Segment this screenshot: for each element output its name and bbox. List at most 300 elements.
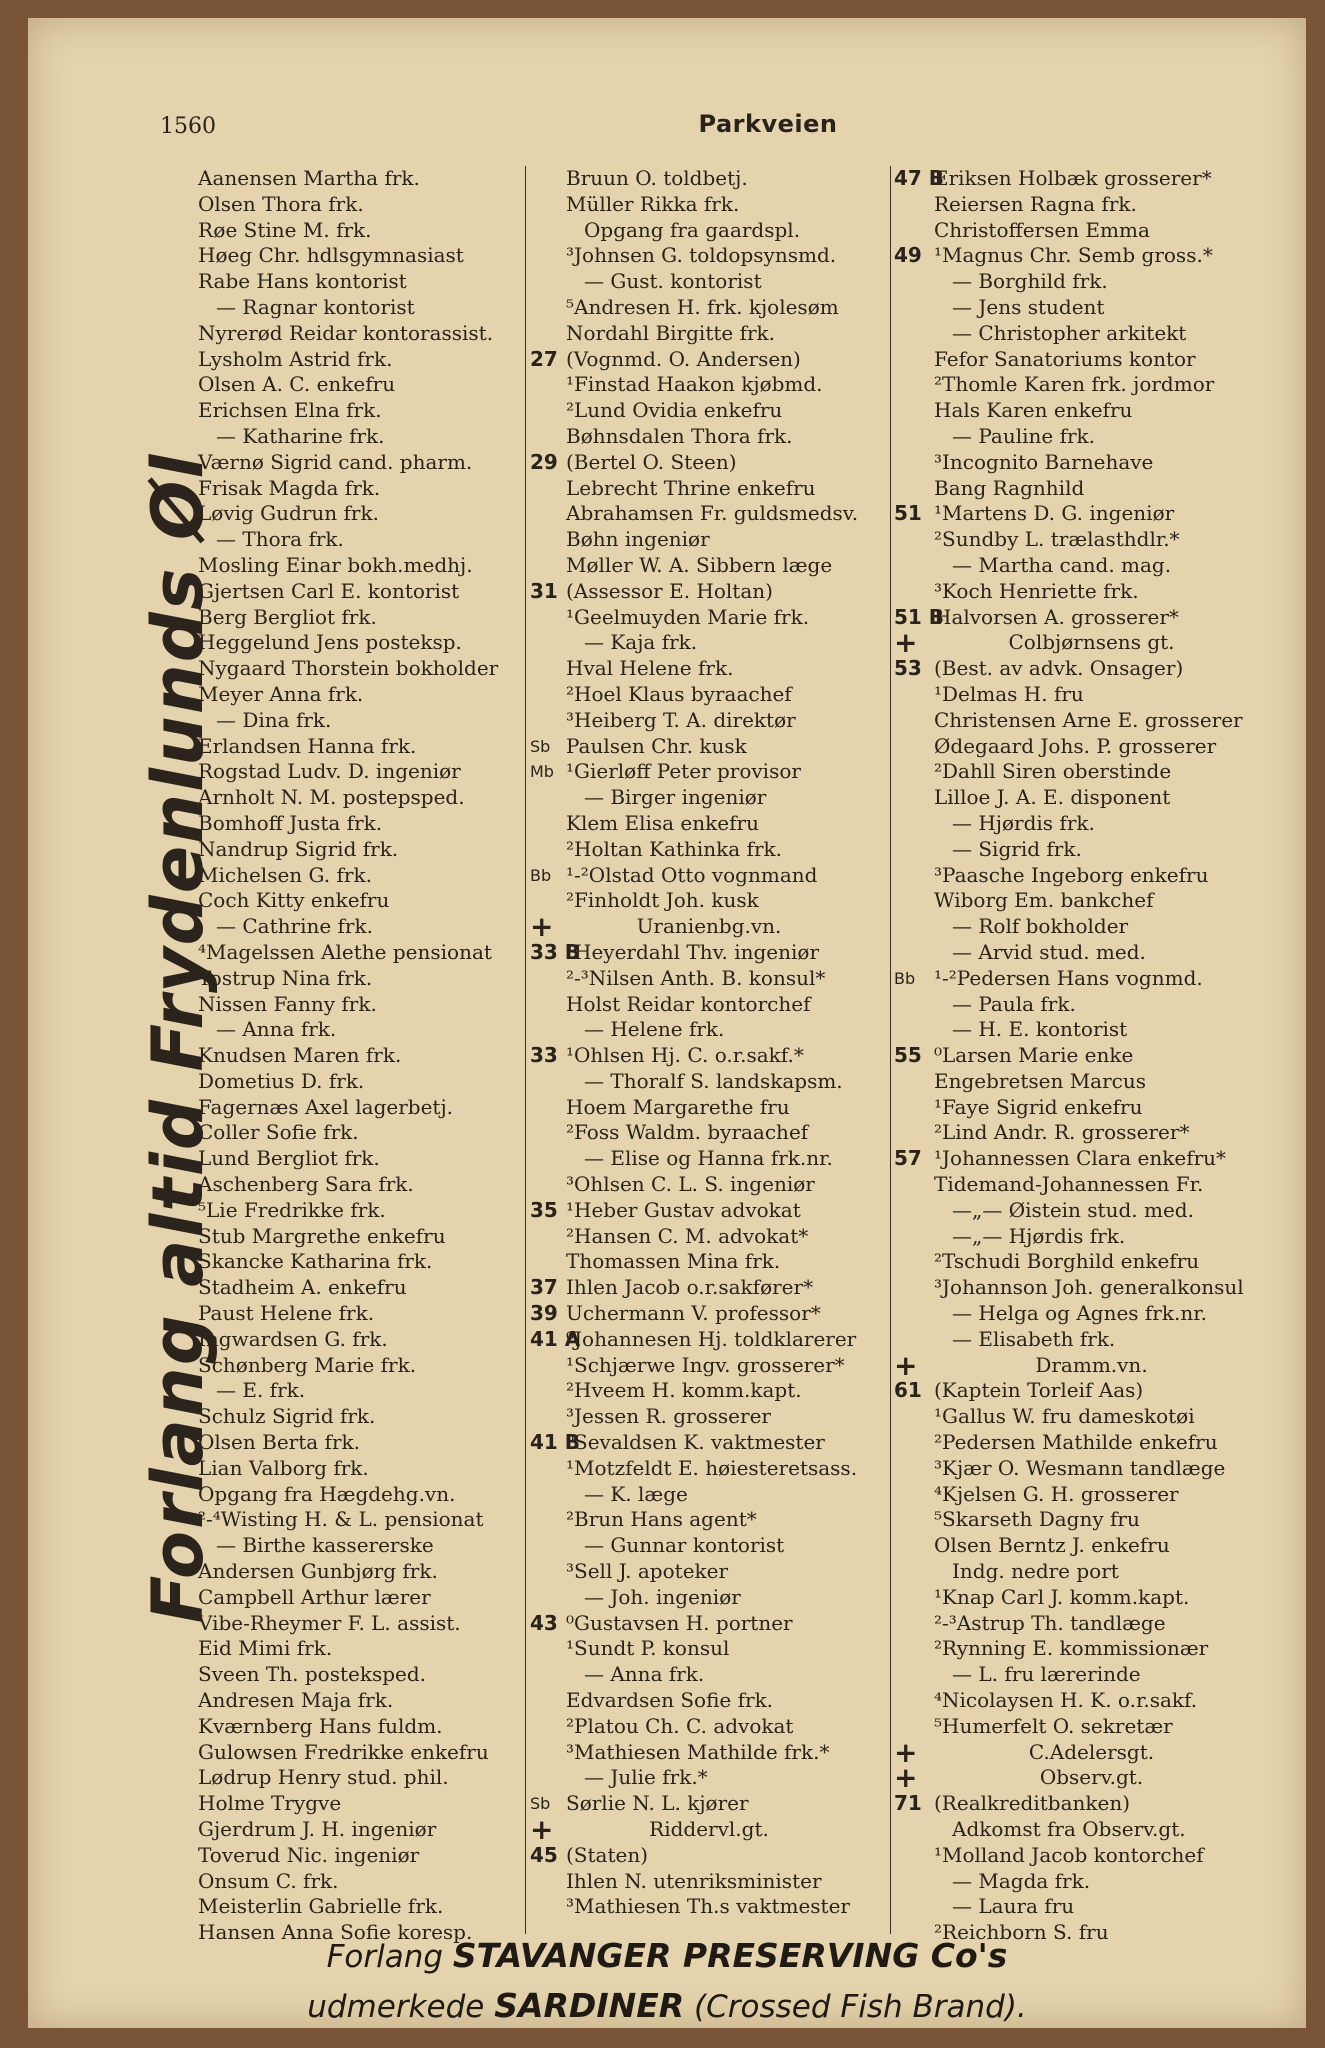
entry-text: Heggelund Jens posteksp.: [198, 630, 462, 655]
entry-text: ²Platou Ch. C. advokat: [566, 1713, 794, 1738]
entry-text: — Julie frk.*: [584, 1765, 708, 1790]
directory-entry: [198, 372, 528, 398]
directory-entry: [198, 1688, 528, 1714]
entry-text: — Birger ingeniør: [584, 785, 767, 810]
cross-street-name: Dramm.vn.: [1035, 1352, 1148, 1377]
entry-text: Indg. nedre port: [952, 1559, 1119, 1584]
directory-entry: [530, 863, 888, 889]
directory-entry: [530, 1843, 888, 1869]
entry-text: ³Koch Henriette frk.: [934, 578, 1139, 603]
cross-street-name: Colbjørnsens gt.: [1008, 630, 1175, 655]
entry-text: —„— Øistein stud. med.: [952, 1197, 1194, 1222]
entry-text: ⁰Gustavsen H. portner: [566, 1610, 793, 1635]
directory-entry: [894, 656, 1289, 682]
directory-entry: [894, 321, 1289, 347]
directory-entry: [198, 1095, 528, 1121]
entry-text: Hval Helene frk.: [566, 656, 734, 681]
directory-entry: [894, 1120, 1289, 1146]
directory-entry: [198, 863, 528, 889]
directory-entry: [198, 192, 528, 218]
directory-entry: [530, 1120, 888, 1146]
entry-text: ³Incognito Barnehave: [934, 449, 1154, 474]
cross-street-marker: +: [894, 1761, 918, 1795]
bottom-ad-line-2: [28, 1986, 1306, 2025]
entry-text: — Laura fru: [952, 1894, 1075, 1919]
directory-entry: [894, 1482, 1289, 1508]
house-number: 43: [530, 1610, 558, 1635]
directory-entry: [530, 1353, 888, 1379]
entry-text: ⁴Nicolaysen H. K. o.r.sakf.: [934, 1688, 1198, 1713]
entry-text: — Anna frk.: [584, 1662, 705, 1687]
cross-street-name: C.Adelersgt.: [1028, 1739, 1155, 1764]
directory-entry: [198, 424, 528, 450]
directory-entry: [198, 837, 528, 863]
directory-entry: [530, 992, 888, 1018]
entry-text: Frisak Magda frk.: [198, 475, 381, 500]
bottom-ad-suffix: (Crossed Fish Brand).: [694, 1989, 1027, 2025]
entry-text: Bang Ragnhild: [934, 475, 1085, 500]
entry-text: Wiborg Em. bankchef: [934, 888, 1154, 913]
entry-text: ³Paasche Ingeborg enkefru: [934, 862, 1209, 887]
directory-entry: [894, 1817, 1289, 1843]
entry-text: Lebrecht Thrine enkefru: [566, 475, 816, 500]
directory-entry: [530, 243, 888, 269]
directory-entry: [530, 1662, 888, 1688]
directory-entry: [530, 553, 888, 579]
entry-text: Uchermann V. professor*: [566, 1301, 821, 1326]
bottom-ad-brand: STAVANGER PRESERVING Co's: [452, 1936, 1008, 1975]
house-number: 41 B: [530, 1430, 581, 1455]
directory-entry: [894, 476, 1289, 502]
entry-text: — Christopher arkitekt: [952, 320, 1187, 345]
entry-text: Hals Karen enkefru: [934, 398, 1133, 423]
entry-text: ⁵Humerfelt O. sekretær: [934, 1713, 1173, 1738]
entry-text: Reiersen Ragna frk.: [934, 191, 1137, 216]
directory-entry: [530, 966, 888, 992]
directory-entry: [894, 1456, 1289, 1482]
house-number: 55: [894, 1043, 922, 1068]
entry-text: — Cathrine frk.: [216, 914, 373, 939]
directory-entry: [894, 888, 1289, 914]
entry-text: Lysholm Astrid frk.: [198, 346, 393, 371]
entry-text: — Borghild frk.: [952, 269, 1108, 294]
directory-entry: [530, 218, 888, 244]
entry-text: (Assessor E. Holtan): [566, 578, 773, 603]
entry-text: — Gust. kontorist: [584, 269, 762, 294]
directory-entry: [894, 785, 1289, 811]
directory-entry: [198, 1378, 528, 1404]
directory-entry: [198, 166, 528, 192]
directory-entry: [530, 1533, 888, 1559]
directory-entry: [530, 450, 888, 476]
directory-entry: [530, 166, 888, 192]
entry-text: Edvardsen Sofie frk.: [566, 1688, 774, 1713]
entry-text: Eid Mimi frk.: [198, 1636, 333, 1661]
entry-text: Rogstad Ludv. D. ingeniør: [198, 759, 461, 784]
entry-text: — Arvid stud. med.: [952, 939, 1146, 964]
cross-street-marker: +: [530, 1813, 554, 1846]
entry-text: ²Lind Andr. R. grosserer*: [934, 1120, 1190, 1145]
entry-text: — Kaja frk.: [584, 630, 698, 655]
entry-text: ³Jessen R. grosserer: [566, 1404, 771, 1429]
entry-text: ²Hoel Klaus byraachef: [566, 681, 792, 706]
entry-text: (Best. av advk. Onsager): [934, 656, 1184, 681]
directory-entry: [198, 1869, 528, 1895]
directory-entry: [198, 553, 528, 579]
cross-street-marker: +: [894, 626, 918, 660]
entry-text: Nygaard Thorstein bokholder: [198, 656, 499, 681]
entry-text: —„— Hjørdis frk.: [952, 1223, 1126, 1248]
entry-text: ¹Knap Carl J. komm.kapt.: [934, 1584, 1190, 1609]
directory-entry: [894, 1533, 1289, 1559]
entry-text: — Elise og Hanna frk.nr.: [584, 1146, 833, 1171]
directory-entry: [894, 1249, 1289, 1275]
entry-text: — Joh. ingeniør: [584, 1584, 741, 1609]
directory-entry: [894, 1095, 1289, 1121]
house-number: 35: [530, 1197, 558, 1222]
entry-text: Eriksen Holbæk grosserer*: [934, 166, 1212, 190]
entry-text: ⁵Andresen H. frk. kjolesøm: [566, 294, 839, 319]
directory-entry: [198, 1404, 528, 1430]
directory-entry: [894, 424, 1289, 450]
entry-text: ¹Delmas H. fru: [934, 681, 1084, 706]
directory-entry: [894, 992, 1289, 1018]
entry-text: Lian Valborg frk.: [198, 1455, 369, 1480]
entry-text: Christoffersen Emma: [934, 217, 1150, 242]
entry-text: — Thora frk.: [216, 527, 344, 552]
entry-text: Bruun O. toldbetj.: [566, 166, 748, 190]
entry-text: Toverud Nic. ingeniør: [198, 1842, 420, 1867]
entry-text: Lilloe J. A. E. disponent: [934, 785, 1171, 810]
entry-text: Nordahl Birgitte frk.: [566, 320, 776, 345]
entry-text: ¹Johannessen Clara enkefru*: [934, 1146, 1227, 1171]
directory-entry: [530, 424, 888, 450]
directory-entry: [198, 450, 528, 476]
directory-entry: [198, 992, 528, 1018]
entry-text: ²Rynning E. kommissionær: [934, 1636, 1209, 1661]
entry-text: ²Tschudi Borghild enkefru: [934, 1249, 1200, 1274]
entry-text: Knudsen Maren frk.: [198, 1043, 402, 1068]
entry-text: ¹-²Olstad Otto vognmand: [566, 862, 818, 887]
house-number: 33 B: [530, 939, 581, 964]
entry-text: — Pauline frk.: [952, 423, 1096, 448]
entry-text: — Ragnar kontorist: [216, 294, 415, 319]
directory-entry: [530, 1714, 888, 1740]
entry-text: Skancke Katharina frk.: [198, 1249, 433, 1274]
directory-entry: [894, 1791, 1289, 1817]
entry-text: ¹Sundt P. konsul: [566, 1636, 730, 1661]
entry-text: — Katharine frk.: [216, 423, 385, 448]
entry-text: ²Dahll Siren oberstinde: [934, 759, 1172, 784]
entry-text: Holme Trygve: [198, 1791, 342, 1816]
entry-text: Mosling Einar bokh.medhj.: [198, 552, 473, 577]
entry-text: — H. E. kontorist: [952, 1017, 1128, 1042]
entry-text: Aschenberg Sara frk.: [198, 1172, 414, 1197]
directory-entry: [198, 1482, 528, 1508]
directory-entry: [530, 1378, 888, 1404]
entry-text: Sørlie N. L. kjører: [566, 1791, 749, 1816]
directory-entry: [530, 682, 888, 708]
directory-entry: [198, 1224, 528, 1250]
column-middle: [530, 166, 888, 1920]
directory-entry: [198, 708, 528, 734]
directory-entry: [198, 1714, 528, 1740]
entry-text: Stub Margrethe enkefru: [198, 1223, 446, 1248]
entry-text: Gjerdrum J. H. ingeniør: [198, 1817, 437, 1841]
directory-entry: [530, 579, 888, 605]
entry-text: Hansen Anna Sofie koresp.: [198, 1920, 473, 1945]
directory-entry: [198, 1198, 528, 1224]
directory-entry: [198, 605, 528, 631]
directory-entry: [530, 1404, 888, 1430]
directory-entry: [198, 966, 528, 992]
directory-entry: [894, 1017, 1289, 1043]
entry-text: Løvig Gudrun frk.: [198, 501, 379, 526]
directory-entry: [530, 398, 888, 424]
entry-text: ²Pedersen Mathilde enkefru: [934, 1430, 1218, 1455]
entry-text: (Bertel O. Steen): [566, 449, 737, 474]
house-number: 33: [530, 1043, 558, 1068]
directory-entry: [198, 759, 528, 785]
entry-text: Nandrup Sigrid frk.: [198, 836, 399, 861]
directory-entry: [198, 218, 528, 244]
entry-text: ²Hansen C. M. advokat*: [566, 1223, 809, 1248]
directory-entry: [198, 1559, 528, 1585]
directory-entry: [894, 1404, 1289, 1430]
entry-text: ²Hveem H. komm.kapt.: [566, 1378, 802, 1403]
directory-entry: [198, 579, 528, 605]
directory-entry: [198, 1017, 528, 1043]
directory-entry: [198, 1636, 528, 1662]
directory-entry: [894, 1894, 1289, 1920]
cross-street-name: Observ.gt.: [1039, 1765, 1144, 1790]
entry-text: — Elisabeth frk.: [952, 1326, 1116, 1351]
directory-entry: [198, 630, 528, 656]
directory-entry: [894, 1843, 1289, 1869]
entry-text: Opgang fra gaardspl.: [584, 217, 801, 242]
directory-entry: [198, 888, 528, 914]
directory-entry: [894, 863, 1289, 889]
directory-entry: [894, 1611, 1289, 1637]
directory-entry: [894, 1507, 1289, 1533]
directory-entry: [198, 1507, 528, 1533]
directory-entry: [894, 1869, 1289, 1895]
entry-text: ²-³Astrup Th. tandlæge: [934, 1610, 1166, 1635]
entry-text: ¹Heyerdahl Thv. ingeniør: [566, 939, 820, 964]
directory-entry: [894, 1714, 1289, 1740]
directory-entry: [894, 527, 1289, 553]
house-number: Bb: [894, 968, 916, 988]
directory-entry: [198, 295, 528, 321]
bottom-ad-prefix-2: udmerkede: [307, 1989, 485, 2025]
directory-entry: [894, 1275, 1289, 1301]
bottom-ad-line-1: [28, 1936, 1306, 1975]
entry-text: ¹Martens D. G. ingeniør: [934, 501, 1175, 526]
directory-entry: [894, 218, 1289, 244]
bottom-ad-prefix-1: Forlang: [326, 1939, 444, 1975]
directory-entry: [894, 1735, 1289, 1769]
directory-entry: [530, 1636, 888, 1662]
directory-entry: [530, 630, 888, 656]
house-number: Mb: [530, 762, 554, 782]
directory-entry: [530, 1095, 888, 1121]
directory-entry: [198, 398, 528, 424]
directory-entry: [198, 656, 528, 682]
directory-entry: [530, 1482, 888, 1508]
entry-text: Erichsen Elna frk.: [198, 398, 382, 423]
entry-text: ¹Geelmuyden Marie frk.: [566, 604, 810, 629]
directory-entry: [530, 656, 888, 682]
directory-entry: [530, 1224, 888, 1250]
directory-entry: [894, 295, 1289, 321]
directory-entry: [894, 1043, 1289, 1069]
directory-entry: [894, 269, 1289, 295]
directory-entry: [894, 553, 1289, 579]
directory-entry: [530, 759, 888, 785]
directory-entry: [198, 527, 528, 553]
entry-text: ³Sell J. apoteker: [566, 1559, 729, 1584]
entry-text: Paulsen Chr. kusk: [566, 733, 747, 758]
directory-entry: [894, 734, 1289, 760]
entry-text: ⁵Skarseth Dagny fru: [934, 1507, 1140, 1532]
entry-text: Michelsen G. frk.: [198, 862, 372, 887]
directory-entry: [198, 1069, 528, 1095]
entry-text: Nyrerød Reidar kontorassist.: [198, 320, 494, 345]
entry-text: Andersen Gunbjørg frk.: [198, 1559, 438, 1584]
entry-text: Opgang fra Hægdehg.vn.: [198, 1481, 456, 1506]
directory-entry: [530, 1198, 888, 1224]
entry-text: — Hjørdis frk.: [952, 810, 1095, 835]
column-left: [198, 166, 528, 1946]
entry-text: Thomassen Mina frk.: [566, 1249, 781, 1274]
directory-entry: [530, 910, 888, 944]
directory-entry: [198, 1146, 528, 1172]
entry-text: Ihlen Jacob o.r.sakfører*: [566, 1275, 814, 1300]
entry-text: — Sigrid frk.: [952, 836, 1082, 861]
directory-entry: [530, 1559, 888, 1585]
house-number: Sb: [530, 1794, 551, 1814]
house-number: 51 B: [894, 604, 945, 629]
directory-entry: [530, 1791, 888, 1817]
directory-entry: [530, 605, 888, 631]
entry-text: Stadheim A. enkefru: [198, 1275, 407, 1300]
directory-entry: [894, 166, 1289, 192]
directory-entry: [894, 1198, 1289, 1224]
entry-text: Holst Reidar kontorchef: [566, 991, 811, 1016]
directory-entry: [198, 347, 528, 373]
directory-entry: [894, 605, 1289, 631]
directory-entry: [530, 1894, 888, 1920]
entry-text: ³Johnsen G. toldopsynsmd.: [566, 243, 837, 268]
page-number: 1560: [160, 114, 216, 139]
directory-entry: [198, 321, 528, 347]
directory-entry: [894, 759, 1289, 785]
entry-text: ¹Ohlsen Hj. C. o.r.sakf.*: [566, 1043, 804, 1068]
house-number: 47 B: [894, 166, 945, 190]
directory-entry: [894, 1559, 1289, 1585]
directory-entry: [198, 1817, 528, 1843]
entry-text: ⁰Johannesen Hj. toldklarerer: [566, 1326, 857, 1351]
entry-text: Dometius D. frk.: [198, 1068, 365, 1093]
directory-entry: [198, 940, 528, 966]
entry-text: Gulowsen Fredrikke enkefru: [198, 1739, 489, 1764]
entry-text: Gjertsen Carl E. kontorist: [198, 578, 460, 603]
directory-entry: [530, 269, 888, 295]
entry-text: — Dina frk.: [216, 707, 332, 732]
bottom-ad-product: SARDINER: [494, 1986, 685, 2025]
entry-text: Olsen Berntz J. enkefru: [934, 1533, 1170, 1558]
directory-entry: [198, 1894, 528, 1920]
directory-entry: [894, 1348, 1289, 1382]
entry-text: Høeg Chr. hdlsgymnasiast: [198, 243, 464, 268]
entry-text: Sveen Th. posteksped.: [198, 1662, 427, 1687]
directory-entry: [198, 811, 528, 837]
entry-text: ¹Gierløff Peter provisor: [566, 759, 801, 784]
directory-entry: [198, 1353, 528, 1379]
house-number: 49: [894, 243, 922, 268]
entry-text: Engebretsen Marcus: [934, 1068, 1147, 1093]
entry-text: ²Finholdt Joh. kusk: [566, 888, 759, 913]
directory-entry: [198, 785, 528, 811]
entry-text: ¹Magnus Chr. Semb gross.*: [934, 243, 1213, 268]
directory-entry: [894, 450, 1289, 476]
entry-text: Ødegaard Johs. P. grosserer: [934, 733, 1217, 758]
entry-text: Rabe Hans kontorist: [198, 269, 407, 294]
entry-text: ⁰Larsen Marie enke: [934, 1043, 1134, 1068]
directory-entry: [894, 626, 1289, 660]
directory-entry: [198, 1327, 528, 1353]
directory-entry: [894, 501, 1289, 527]
directory-entry: [894, 372, 1289, 398]
entry-text: ³Mathiesen Th.s vaktmester: [566, 1894, 850, 1919]
entry-text: — Anna frk.: [216, 1017, 337, 1042]
directory-entry: [530, 1869, 888, 1895]
directory-entry: [894, 1636, 1289, 1662]
directory-entry: [530, 1430, 888, 1456]
directory-entry: [198, 1120, 528, 1146]
entry-text: Ingwardsen G. frk.: [198, 1326, 388, 1351]
directory-entry: [198, 1456, 528, 1482]
entry-text: Onsum C. frk.: [198, 1868, 339, 1893]
house-number: 53: [894, 656, 922, 681]
directory-entry: [894, 1585, 1289, 1611]
entry-text: Adkomst fra Observ.gt.: [952, 1817, 1186, 1841]
entry-text: Møller W. A. Sibbern læge: [566, 552, 833, 577]
house-number: 51: [894, 501, 922, 526]
directory-entry: [530, 372, 888, 398]
directory-entry: [530, 501, 888, 527]
directory-entry: [198, 1172, 528, 1198]
entry-text: ³Ohlsen C. L. S. ingeniør: [566, 1172, 815, 1197]
column-right: [894, 166, 1289, 1946]
directory-entry: [894, 579, 1289, 605]
directory-entry: [530, 940, 888, 966]
entry-text: Kværnberg Hans fuldm.: [198, 1713, 443, 1738]
entry-text: Coch Kitty enkefru: [198, 888, 390, 913]
entry-text: — Thoralf S. landskapsm.: [584, 1068, 843, 1093]
entry-text: — Gunnar kontorist: [584, 1533, 785, 1558]
house-number: 31: [530, 578, 558, 603]
house-number: Sb: [530, 736, 551, 756]
entry-text: ²Lund Ovidia enkefru: [566, 398, 783, 423]
entry-text: Aanensen Martha frk.: [198, 166, 420, 190]
entry-text: — Rolf bokholder: [952, 914, 1129, 939]
directory-entry: [894, 1430, 1289, 1456]
street-heading: Parkveien: [698, 110, 838, 138]
directory-entry: [198, 734, 528, 760]
directory-entry: [530, 1585, 888, 1611]
directory-entry: [530, 837, 888, 863]
